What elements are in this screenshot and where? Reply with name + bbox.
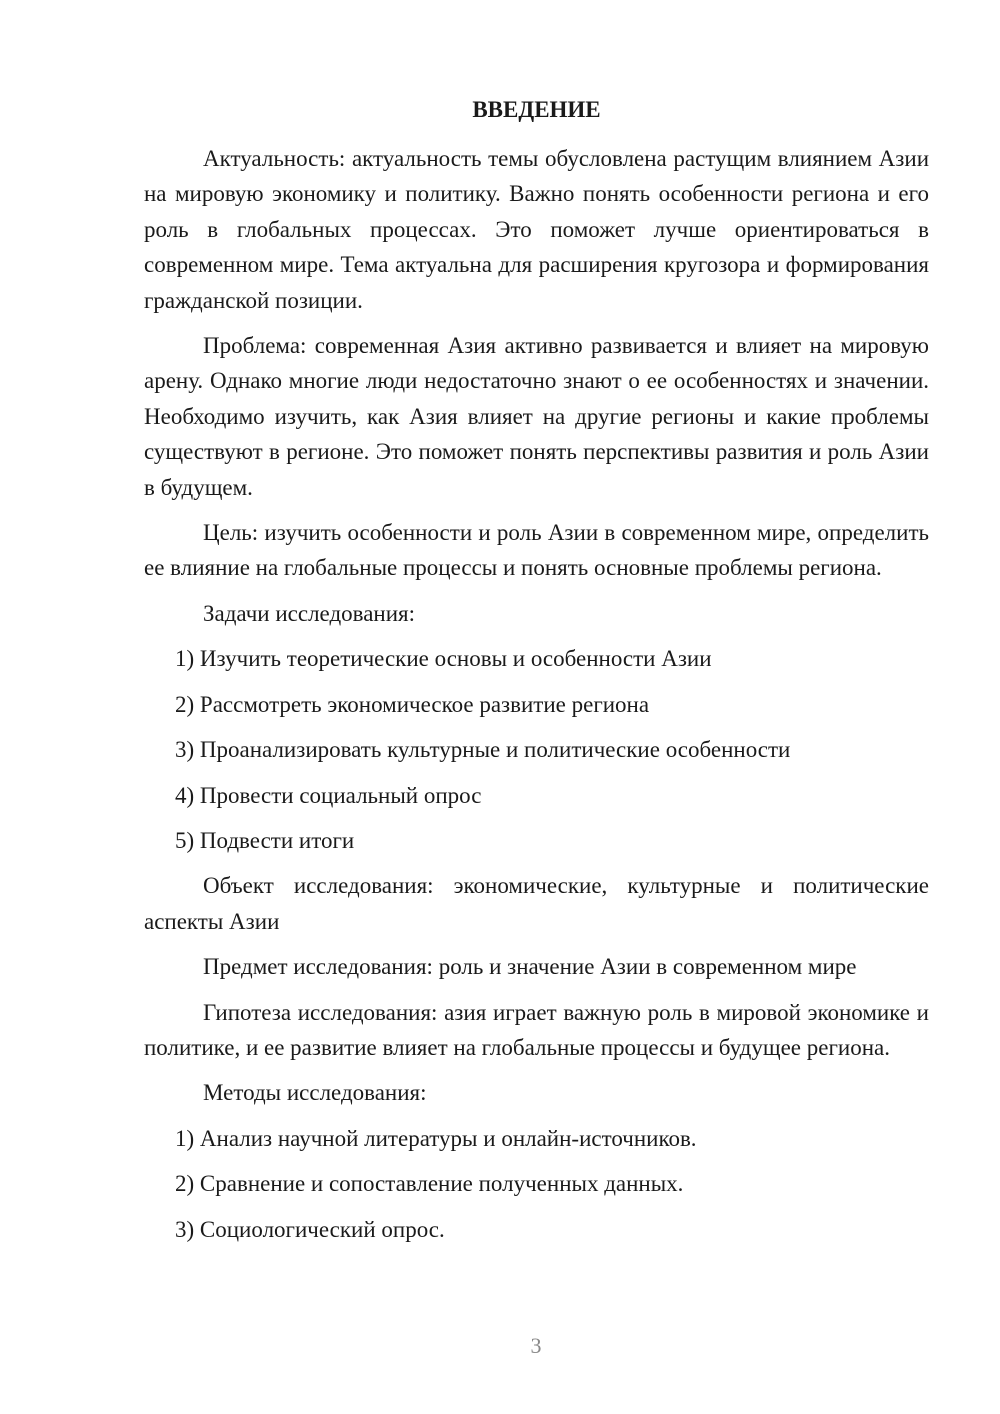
relevance-paragraph: Актуальность: актуальность темы обусловлена растущим влиянием Азии на мировую экономику и политику. Важно понять особенности региона и его роль в глобальных процессах. Это поможет лучше ориентироваться в современном мире. Тема актуальна для расширения кругозора и формирования гражданской позиции.: [144, 146, 929, 313]
task-item: 2) Рассмотреть экономическое развитие региона: [175, 691, 650, 717]
method-item: 3) Социологический опрос.: [175, 1216, 445, 1242]
object-paragraph: Объект исследования: экономические, культурные и политические аспекты Азии: [144, 873, 929, 934]
methods-heading: Методы исследования:: [203, 1080, 427, 1106]
page-content: [144, 92, 929, 1257]
page-title: ВВЕДЕНИЕ: [472, 97, 601, 122]
task-item: 3) Проанализировать культурные и политические особенности: [175, 737, 791, 763]
method-item: 1) Анализ научной литературы и онлайн-источников.: [175, 1125, 697, 1151]
task-item: 4) Провести социальный опрос: [175, 782, 482, 808]
task-item: 1) Изучить теоретические основы и особенности Азии: [175, 646, 712, 672]
tasks-heading: Задачи исследования:: [203, 600, 416, 626]
goal-paragraph: Цель: изучить особенности и роль Азии в современном мире, определить ее влияние на глобальные процессы и понять основные проблемы региона.: [144, 520, 929, 581]
task-item: 5) Подвести итоги: [175, 827, 355, 853]
subject-paragraph: Предмет исследования: роль и значение Азии в современном мире: [203, 954, 857, 980]
method-item: 2) Сравнение и сопоставление полученных данных.: [175, 1171, 684, 1197]
problem-paragraph: Проблема: современная Азия активно развивается и влияет на мировую арену. Однако многие люди недостаточно знают о ее особенностях и значении. Необходимо изучить, как Азия влияет на другие регионы и какие проблемы существуют в регионе. Это поможет понять перспективы развития и роль Азии в будущем.: [144, 333, 929, 500]
page-number: 3: [530, 1333, 542, 1358]
hypothesis-paragraph: Гипотеза исследования: азия играет важную роль в мировой экономике и политике, и ее развитие влияет на глобальные процессы и будущее региона.: [144, 999, 929, 1060]
